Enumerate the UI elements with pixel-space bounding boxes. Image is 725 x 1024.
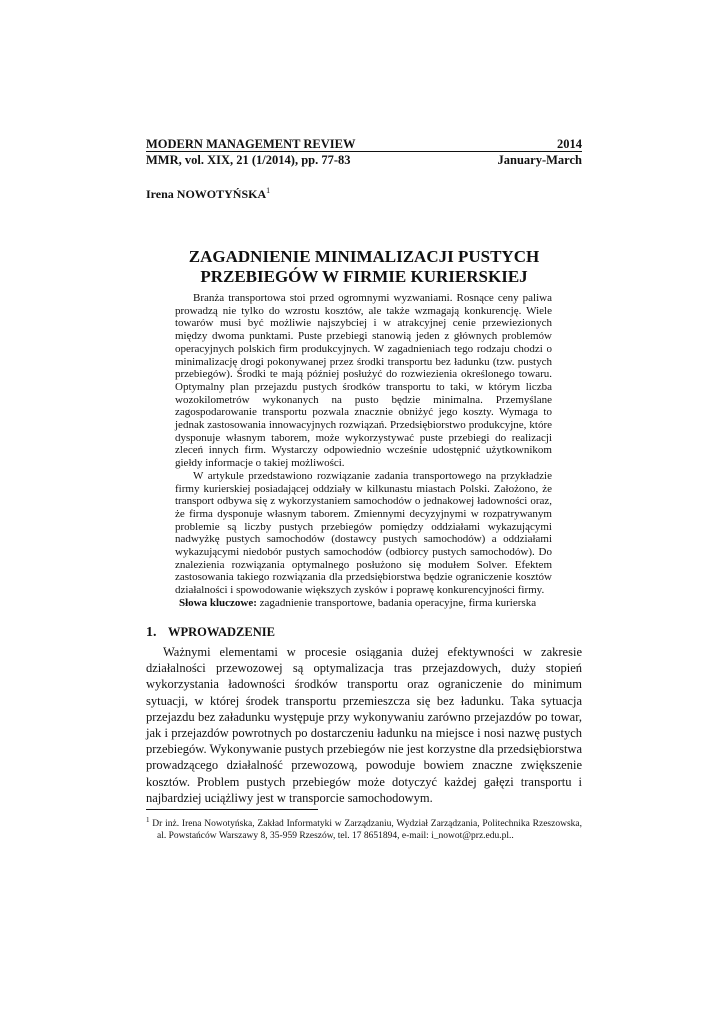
- keywords: [175, 597, 552, 610]
- section-number: 1.: [146, 625, 157, 640]
- abstract-paragraph-2: W artykule przedstawiono rozwiązanie zadania transportowego na przykładzie firmy kurierskiej posiadającej oddziały w kilkunastu miastach Polski. Założono, że transport odbywa się z wykorzystaniem samochodów o jednakowej ładowności oraz, że firma dysponuje własnym taborem. Zmiennymi decyzyjnymi w rozpatrywanym problemie są liczby pustych przebiegów pomiędzy oddziałami wykazującymi nadwyżkę pustych samochodów (dostawcy pustych samochodów) a oddziałami wykazującymi niedobór pustych samochodów (odbiorcy pustych samochodów). Do znalezienia rozwiązania optymalnego posłużono się modułem Solver. Efektem zastosowania takiego rozwiązania dla przedsiębiorstwa będzie ograniczenie kosztów działalności i spowodowanie większych zysków i poprawę konkurencyjności firmy.: [175, 469, 552, 597]
- footnote-text: Dr inż. Irena Nowotyńska, Zakład Informatyki w Zarządzaniu, Wydział Zarządzania, Politechnika Rzeszowska, al. Powstańców Warszawy 8, 35-959 Rzeszów, tel. 17 8651894, e-mail: i_nowot@prz.edu.pl..: [149, 819, 582, 842]
- journal-year: 2014: [557, 137, 582, 151]
- footnote-mark: 1: [146, 816, 150, 824]
- article-title: [146, 247, 582, 287]
- journal-header-line1: [146, 137, 582, 152]
- keywords-list: zagadnienie transportowe, badania operacyjne, firma kurierska: [256, 596, 537, 609]
- section-heading: [146, 624, 275, 641]
- author-name: Irena NOWOTYŃSKA: [146, 187, 267, 201]
- footnote: [146, 814, 582, 842]
- section-title: WPROWADZENIE: [168, 625, 275, 639]
- title-line-1: ZAGADNIENIE MINIMALIZACJI PUSTYCH: [188, 247, 540, 266]
- section-body: [146, 644, 582, 806]
- author-footnote-mark: 1: [266, 186, 271, 195]
- journal-header-line2: [146, 153, 582, 168]
- footnote-rule: [146, 809, 318, 810]
- abstract: [175, 292, 552, 610]
- title-line-2: PRZEBIEGÓW W FIRMIE KURIERSKIEJ: [200, 267, 528, 286]
- journal-period: January-March: [497, 153, 582, 167]
- header-rule: [146, 151, 582, 152]
- abstract-paragraph-1: Branża transportowa stoi przed ogromnymi wyzwaniami. Rosnące ceny paliwa prowadzą nie tylko do wzrostu kosztów, ale także wzmagają konkurencję. Wiele towarów musi być możliwie najszybciej i w atrakcyjnej cenie przewiezionych między dwoma punktami. Puste przebiegi stanowią jeden z głównych problemów operacyjnych polskich firm produkcyjnych. W zagadnieniach tego rodzaju chodzi o minimalizację drogi pokonywanej przez środki transportu bez ładunku (tzw. pustych przebiegów). Środki te mają później posłużyć do rozwiezienia określonego towaru. Optymalny plan przejazdu pustych środków transportu to taki, w którym liczba wozokilometrów wykonanych na pusto będzie minimalna. Przemyślane zagospodarowanie transportu pozwala znacznie obniżyć jego koszty. Wymaga to jednak zastosowania innowacyjnych rozwiązań. Przedsiębiorstwo produkcyjne, które dysponuje własnym taborem, może wykorzystywać puste przebiegi do realizacji zleceń innych firm. Wystarczy odpowiednio wcześnie udostępnić użytkownikom giełdy informacje o takiej możliwości.: [175, 292, 552, 470]
- author-line: [146, 184, 270, 201]
- journal-name: MODERN MANAGEMENT REVIEW: [146, 137, 356, 151]
- keywords-label: Słowa kluczowe:: [179, 596, 257, 609]
- journal-citation: MMR, vol. XIX, 21 (1/2014), pp. 77-83: [146, 153, 351, 167]
- body-paragraph: Ważnymi elementami w procesie osiągania dużej efektywności w zakresie działalności przewozowej są optymalizacja tras przejazdowych, duży stopień wykorzystania ładowności środków transportu oraz ograniczenie do minimum sytuacji, w której środek transportu przemieszcza się bez ładunku. Taka sytuacja przejazdu bez załadunku występuje przy wykonywaniu zarówno przejazdów po towar, jak i przejazdów powrotnych po dostarczeniu ładunku na miejsce i nosi nazwę pustych przebiegów. Wykonywanie pustych przebiegów nie jest korzystne dla przedsiębiorstwa prowadzącego działalność przewozową, powoduje bowiem znaczne zwiększenie kosztów. Problem pustych przebiegów może dotyczyć każdej gałęzi transportu i najbardziej uciążliwy jest w transporcie samochodowym.: [146, 645, 582, 805]
